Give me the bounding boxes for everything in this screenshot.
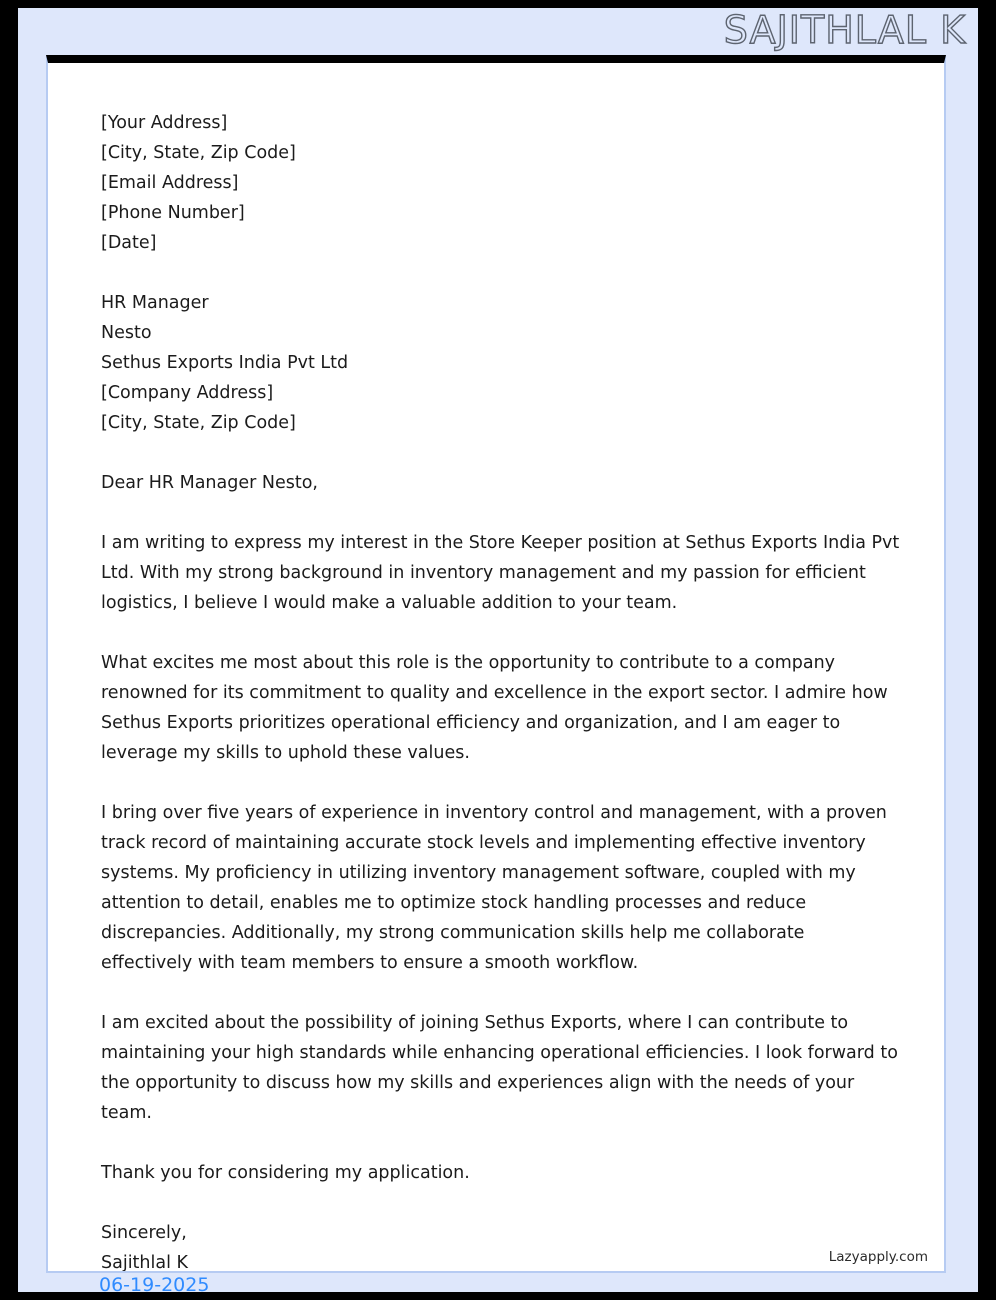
signature-name: Sajithlal K [101, 1253, 188, 1273]
sender-address-line: [Phone Number] [101, 203, 245, 223]
letter-page-sheet [46, 55, 946, 1273]
sender-address-line: [City, State, Zip Code] [101, 143, 296, 163]
sender-address-line: [Email Address] [101, 173, 239, 193]
document-header [18, 8, 978, 55]
page-title: SAJITHLAL K [723, 8, 966, 52]
letter-paragraph: What excites me most about this role is the opportunity to contribute to a company renowned for its commitment to quality and excellence in the export sector. I admire how Sethus Exports prioritizes operational efficiency and organization, and I am eager to leverage my skills to uphold these values. [101, 653, 888, 763]
letter-paragraph: I am excited about the possibility of joining Sethus Exports, where I can contribute to maintaining your high standards while enhancing operational efficiencies. I look forward to the opportunity to discuss how my skills and experiences align with the needs of your team. [101, 1013, 898, 1123]
recipient-address-line: HR Manager [101, 293, 209, 313]
sender-address-line: [Date] [101, 233, 157, 253]
signature-block [101, 1218, 901, 1273]
closing-line: Sincerely, [101, 1223, 187, 1243]
recipient-address-block [101, 288, 901, 438]
footer-brand-label: Lazyapply.com [828, 1249, 928, 1265]
document-canvas [18, 8, 978, 1292]
cover-letter-body [101, 108, 901, 1273]
letter-paragraph: I am writing to express my interest in the Store Keeper position at Sethus Exports India Pvt Ltd. With my strong background in inventory management and my passion for efficient logistics, I believe I would make a valuable addition to your team. [101, 533, 900, 613]
letter-paragraph: I bring over five years of experience in inventory control and management, with a proven track record of maintaining accurate stock levels and implementing effective inventory systems. My proficiency in utilizing inventory management software, coupled with my attention to detail, enables me to optimize stock handling processes and reduce discrepancies. Additionally, my strong communication skills help me collaborate effectively with team members to ensure a smooth workflow. [101, 803, 887, 973]
recipient-address-line: Nesto [101, 323, 152, 343]
recipient-address-line: Sethus Exports India Pvt Ltd [101, 353, 349, 373]
date-stamp: 06-19-2025 [99, 1274, 210, 1292]
salutation: Dear HR Manager Nesto, [101, 473, 318, 493]
recipient-address-line: [Company Address] [101, 383, 274, 403]
sender-address-line: [Your Address] [101, 113, 228, 133]
sender-address-block [101, 108, 901, 258]
recipient-address-line: [City, State, Zip Code] [101, 413, 296, 433]
letter-paragraph: Thank you for considering my application. [101, 1163, 470, 1183]
